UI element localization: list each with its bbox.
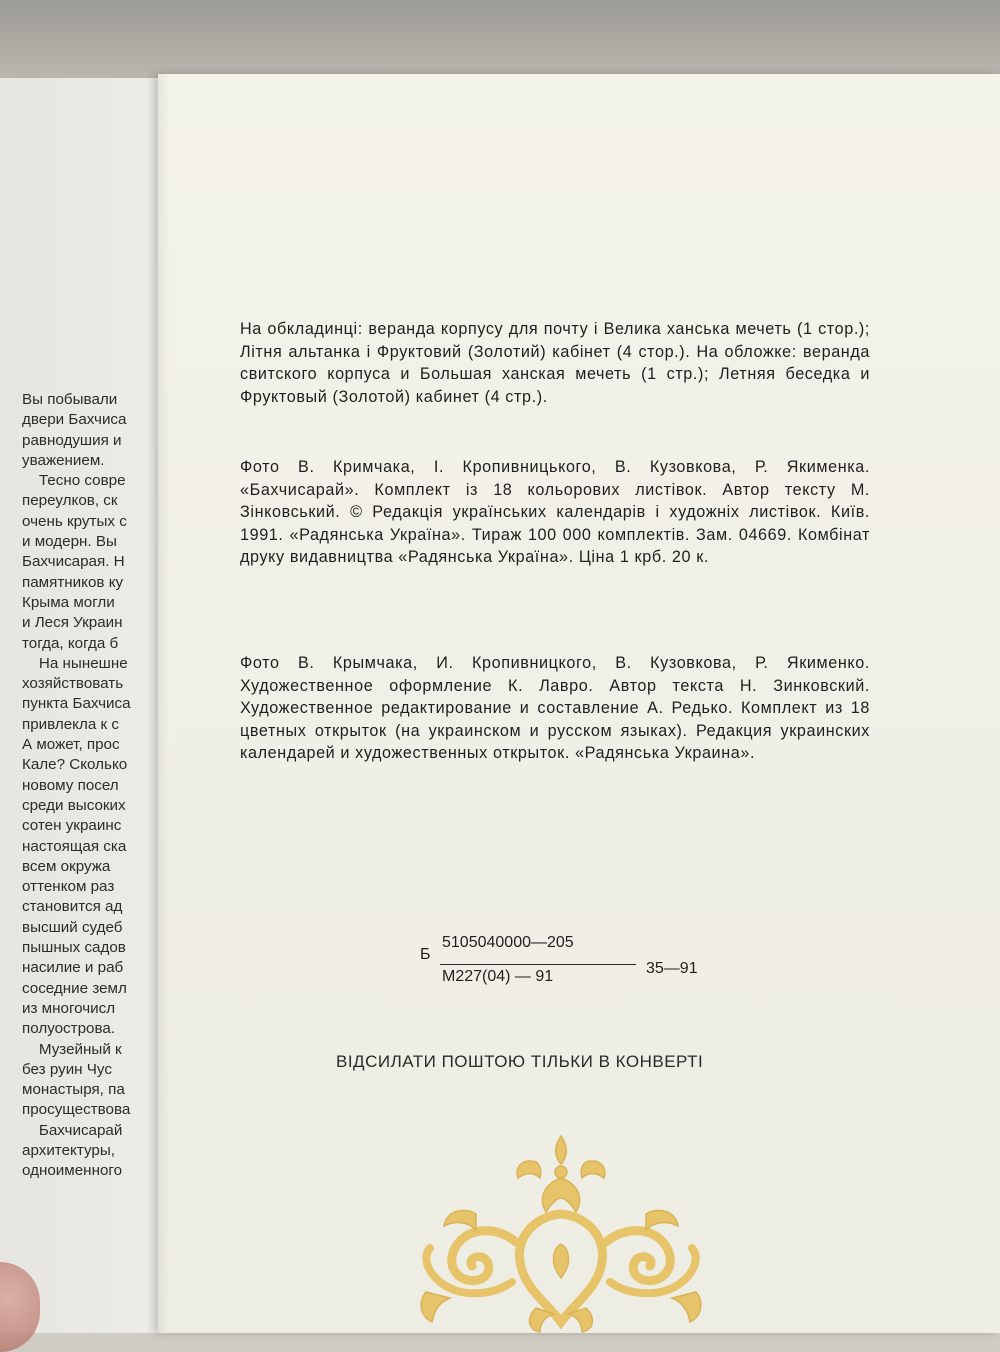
russian-imprint-paragraph: Фото В. Крымчака, И. Кропивницкого, В. Кузовкова, Р. Якименко. Художественное оформление К. Лавро. Автор текста Н. Зинковский. Художественное редактирование и составление А. Редько. Комплект из 18 цветных открыток (на украинском и русском языках). Редакция украинских календарей и художественных открыток. «Радянська Украина». <box>240 654 870 763</box>
catalog-code-suffix: 35—91 <box>646 960 698 977</box>
card-edge-shadow <box>158 74 170 1333</box>
catalog-code-numerator: 5105040000—205 <box>442 934 574 951</box>
mail-notice: ВІДСИЛАТИ ПОШТОЮ ТІЛЬКИ В КОНВЕРТІ <box>336 1052 704 1071</box>
ukrainian-imprint-paragraph: Фото В. Кримчака, І. Кропивницького, В. Кузовкова, Р. Якименка. «Бахчисарай». Комплект із 18 кольорових листівок. Автор тексту М. Зінковський. © Редакція українських календарів і художніх листівок. Київ. 1991. «Радянська Україна». Тираж 100 000 комплектів. Зам. 04669. Комбінат друку видавництва «Радянська Україна». Ціна 1 крб. 20 к. <box>240 458 870 567</box>
postcard-set-back-cover <box>158 74 1000 1333</box>
gold-baroque-ornament-icon <box>416 1132 706 1333</box>
underlying-page-text: Вы побывали двери Бахчиса равнодушия и уважением. Тесно совре переулков, ск очень крутых с и модерн. Вы Бахчисарая. Н памятников ку Крыма могли и Леся Украин тогда, когда б На нынешне хозяйствовать пункта Бахчиса привлекла к с А может, прос Кале? Сколько новому посел среди высоких сотен украинс настоящая ска всем окружа оттенком раз становится ад высший судеб пышных садов насилие и раб соседние земл из многочисл полуострова. Музейный к без руин Чус монастыря, па просуществова Бахчисарай архитектуры, одноименного <box>22 391 131 1180</box>
cover-caption-paragraph: На обкладинці: веранда корпусу для почту і Велика ханська мечеть (1 стор.); Літня альтанка і Фруктовий (Золотий) кабінет (4 стор.). На обложке: веранда свитского корпуса и Большая ханская мечеть (1 стр.); Летняя беседка и Фруктовый (Золотой) кабинет (4 стр.). <box>240 320 870 406</box>
catalog-code-prefix: Б <box>420 946 431 963</box>
catalog-code-fraction-line <box>440 964 636 965</box>
catalog-code-denominator: М227(04) — 91 <box>442 968 554 985</box>
catalog-code <box>420 934 720 1004</box>
